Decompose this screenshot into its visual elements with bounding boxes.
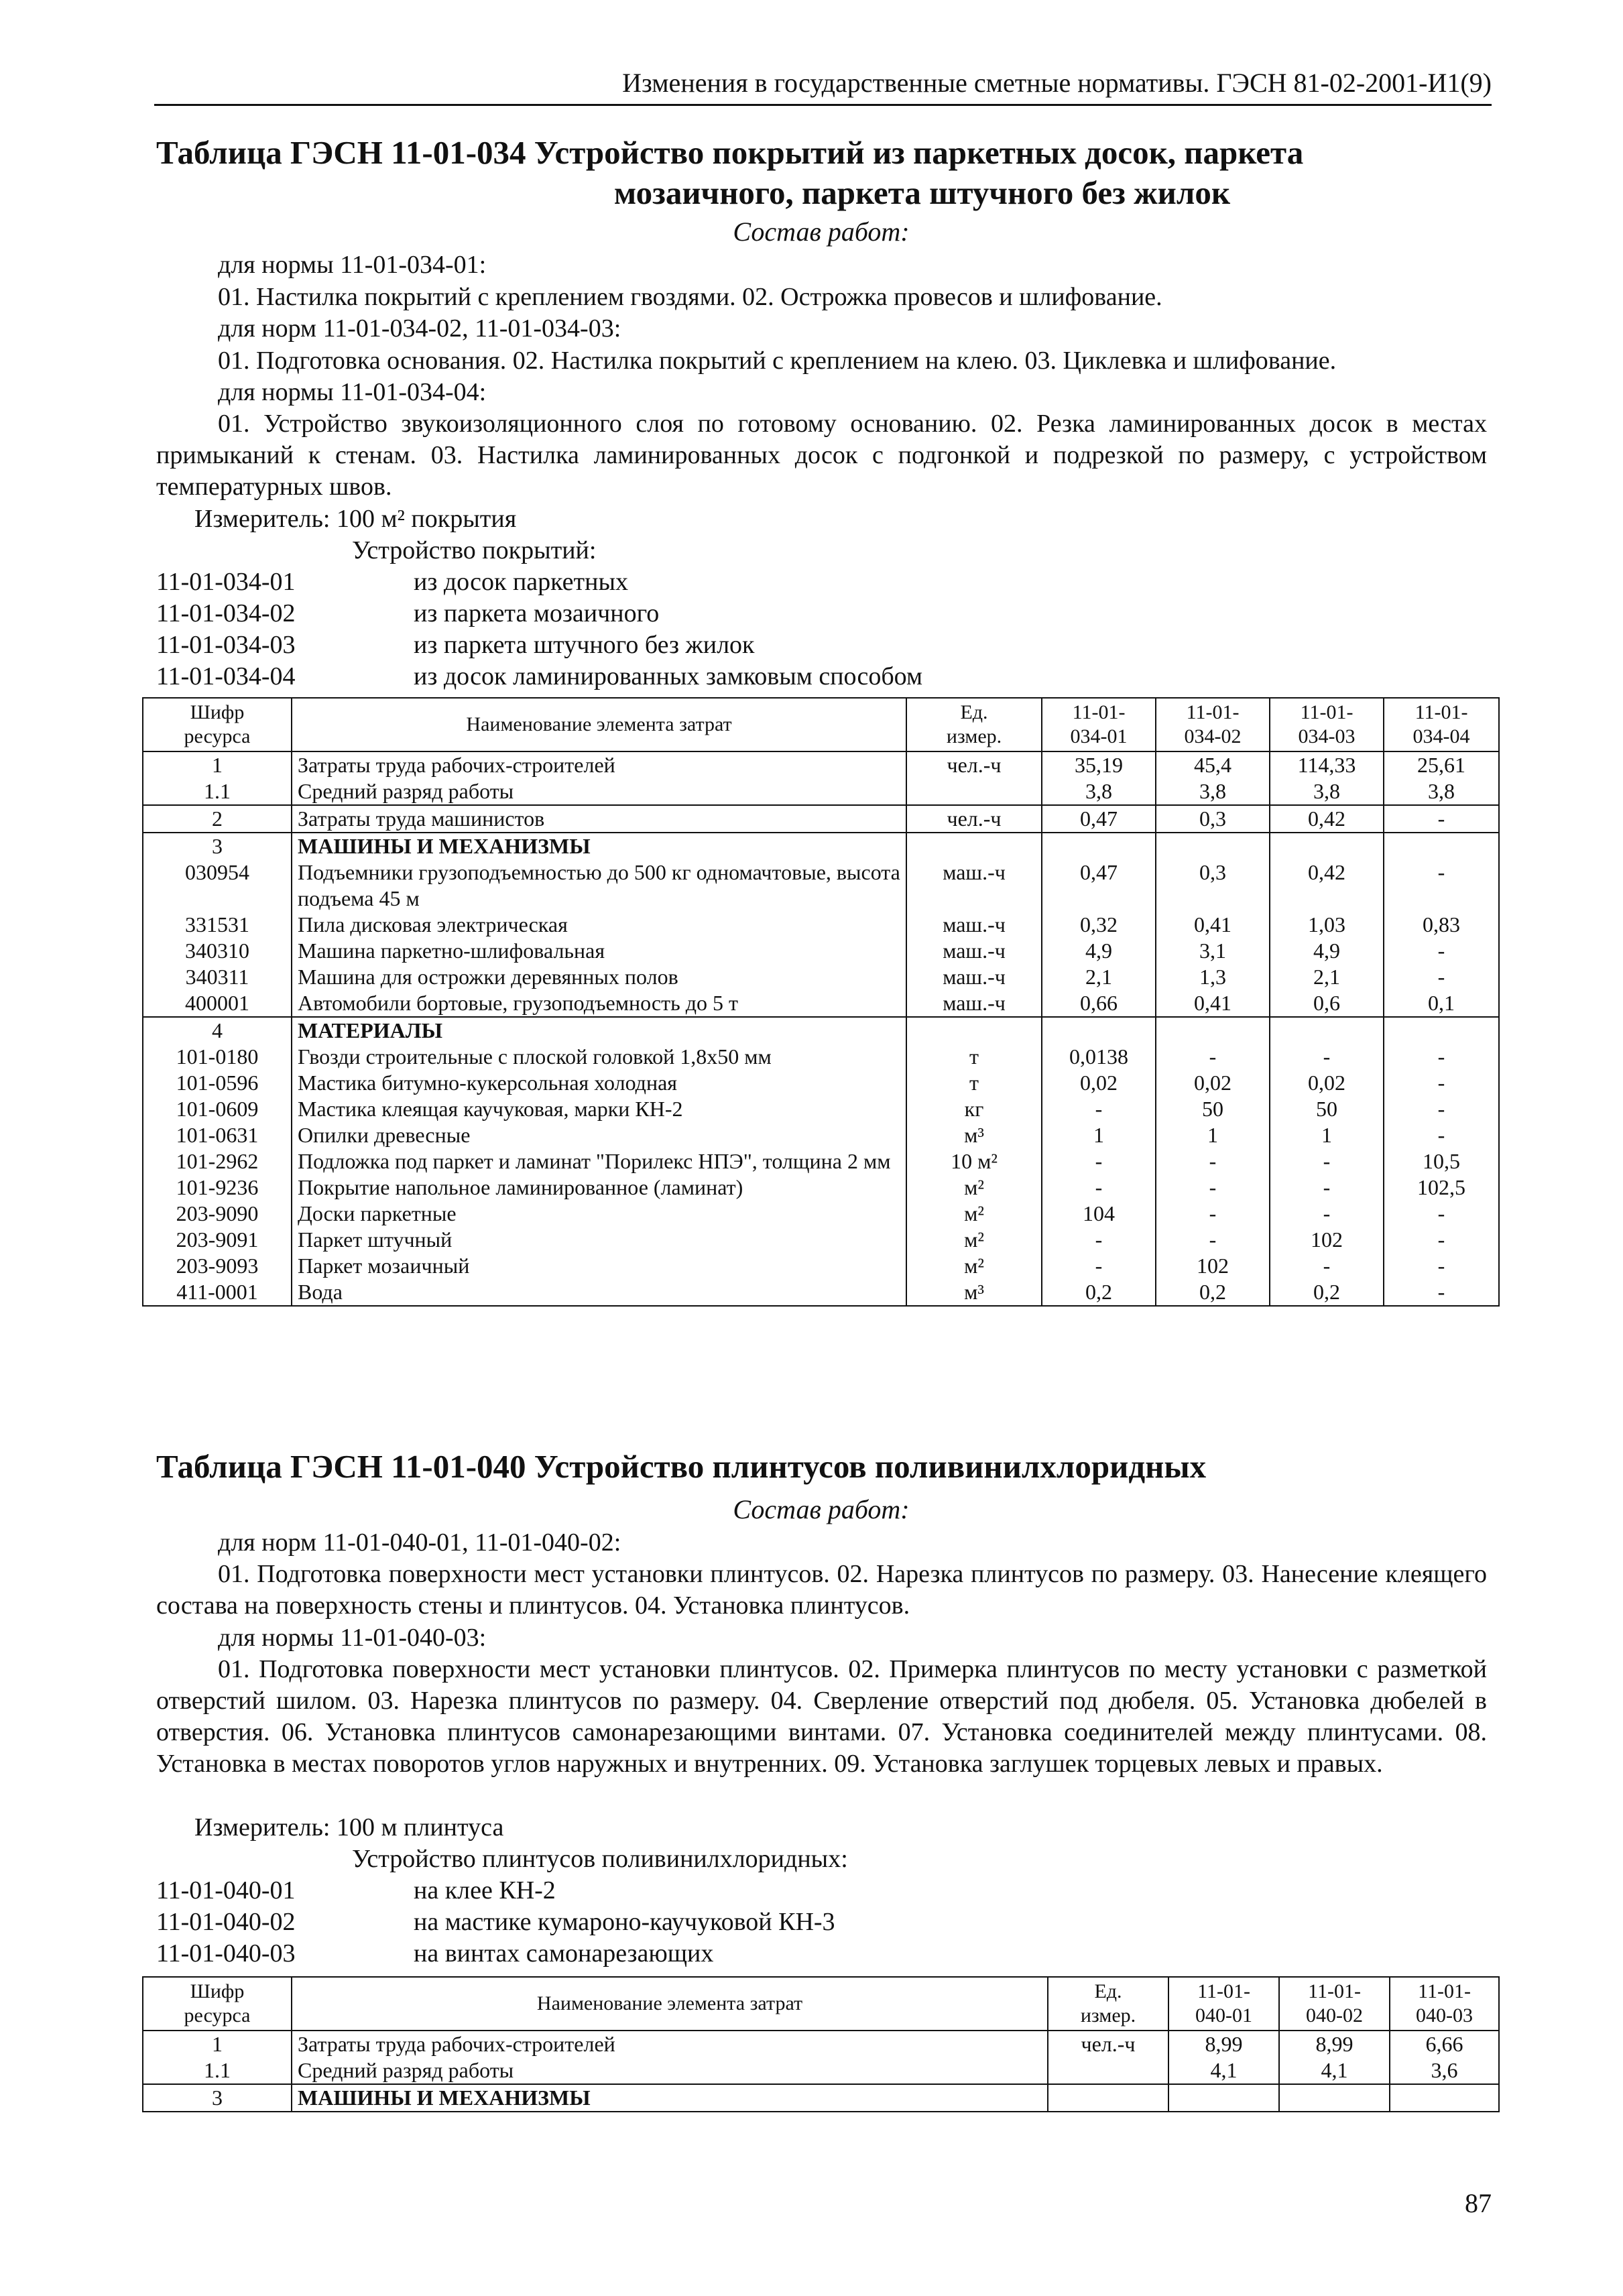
unit-cell: м³ <box>906 1122 1042 1148</box>
value-cell <box>1168 2084 1279 2112</box>
value-cell: 2,1 <box>1270 964 1384 990</box>
table-row <box>143 990 1499 1017</box>
resource-name-cell: Доски паркетные <box>292 1201 906 1227</box>
value-cell: - <box>1384 1070 1499 1096</box>
resource-code-cell: 2 <box>143 805 292 833</box>
unit-cell: 10 м² <box>906 1148 1042 1174</box>
value-cell: - <box>1270 1148 1384 1174</box>
unit-cell: м² <box>906 1253 1042 1279</box>
resource-code-cell: 411-0001 <box>143 1279 292 1306</box>
table-row <box>143 1253 1499 1279</box>
unit-cell: маш.-ч <box>906 990 1042 1017</box>
value-cell: 0,3 <box>1156 805 1270 833</box>
t2-header-norm-3: 11-01- 040-03 <box>1390 1977 1499 2031</box>
value-cell: - <box>1384 1096 1499 1122</box>
resource-name-cell: Мастика клеящая каучуковая, марки КН-2 <box>292 1096 906 1122</box>
t2-title: Таблица ГЭСН 11-01-040 Устройство плинтусов поливинилхлоридных <box>156 1448 1207 1485</box>
value-cell: 104 <box>1042 1201 1156 1227</box>
value-cell: 1 <box>1156 1122 1270 1148</box>
value-cell <box>1156 833 1270 859</box>
value-cell: 8,99 <box>1168 2031 1279 2057</box>
resource-name-cell: Вода <box>292 1279 906 1306</box>
value-cell: 0,83 <box>1384 912 1499 938</box>
table-row <box>143 2084 1499 2112</box>
value-cell <box>1390 2084 1499 2112</box>
resource-name-cell: Подложка под паркет и ламинат "Порилекс НПЭ", толщина 2 мм <box>292 1148 906 1174</box>
table-row <box>143 805 1499 833</box>
value-cell: - <box>1042 1253 1156 1279</box>
table-row <box>143 859 1499 912</box>
t1-norm2-label: для норм 11-01-034-02, 11-01-034-03: <box>218 314 621 343</box>
unit-cell <box>906 1017 1042 1044</box>
value-cell: 0,1 <box>1384 990 1499 1017</box>
t1-code-desc-1: из паркета мозаичного <box>414 599 660 627</box>
resource-code-cell: 030954 <box>143 859 292 912</box>
unit-cell: т <box>906 1044 1042 1070</box>
value-cell: 0,47 <box>1042 805 1156 833</box>
value-cell: 4,1 <box>1168 2057 1279 2084</box>
value-cell: 0,41 <box>1156 990 1270 1017</box>
table-row <box>143 1070 1499 1096</box>
value-cell <box>1156 1017 1270 1044</box>
t1-header-norm-1: 11-01- 034-01 <box>1042 698 1156 751</box>
t2-code-1: 11-01-040-02 <box>156 1908 296 1936</box>
value-cell: 114,33 <box>1270 751 1384 778</box>
resource-code-cell: 203-9090 <box>143 1201 292 1227</box>
unit-cell <box>1048 2084 1168 2112</box>
header-rule <box>154 104 1492 106</box>
resource-code-cell: 331531 <box>143 912 292 938</box>
resource-code-cell: 1.1 <box>143 778 292 805</box>
value-cell: 0,2 <box>1270 1279 1384 1306</box>
value-cell <box>1384 833 1499 859</box>
t1-title-line2: мозаичного, паркета штучного без жилок <box>613 174 1231 211</box>
unit-cell <box>906 833 1042 859</box>
resource-code-cell: 1.1 <box>143 2057 292 2084</box>
t1-composition-label: Состав работ: <box>733 217 910 247</box>
t1-code-2: 11-01-034-03 <box>156 631 296 659</box>
table-row <box>143 1148 1499 1174</box>
resource-name-cell: Покрытие напольное ламинированное (ламинат) <box>292 1174 906 1201</box>
value-cell: - <box>1156 1148 1270 1174</box>
table-row <box>143 1096 1499 1122</box>
unit-cell: т <box>906 1070 1042 1096</box>
value-cell <box>1384 1017 1499 1044</box>
t1-header-unit: Ед. измер. <box>906 698 1042 751</box>
t1-header-norm-4: 11-01- 034-04 <box>1384 698 1499 751</box>
table-row <box>143 1044 1499 1070</box>
value-cell: 102,5 <box>1384 1174 1499 1201</box>
resource-name-cell: Паркет мозаичный <box>292 1253 906 1279</box>
resource-code-cell: 3 <box>143 833 292 859</box>
value-cell: 0,2 <box>1156 1279 1270 1306</box>
value-cell: 0,47 <box>1042 859 1156 912</box>
t2-measure: Измеритель: 100 м плинтуса <box>194 1813 504 1841</box>
value-cell: - <box>1156 1227 1270 1253</box>
resource-code-cell: 101-0596 <box>143 1070 292 1096</box>
unit-cell <box>1048 2057 1168 2084</box>
table-row <box>143 912 1499 938</box>
value-cell: - <box>1270 1201 1384 1227</box>
unit-cell: м² <box>906 1201 1042 1227</box>
value-cell <box>1270 833 1384 859</box>
t2-group-title: Устройство плинтусов поливинилхлоридных: <box>352 1845 848 1873</box>
value-cell: - <box>1384 859 1499 912</box>
table-row <box>143 1201 1499 1227</box>
t2-norm1-label: для норм 11-01-040-01, 11-01-040-02: <box>218 1528 621 1557</box>
value-cell: 0,02 <box>1270 1070 1384 1096</box>
resource-name-cell: МАТЕРИАЛЫ <box>292 1017 906 1044</box>
value-cell: - <box>1384 1279 1499 1306</box>
resource-name-cell: Пила дисковая электрическая <box>292 912 906 938</box>
table-row <box>143 1227 1499 1253</box>
value-cell: 3,6 <box>1390 2057 1499 2084</box>
t1-resource-table <box>142 697 1500 1307</box>
page-number: 87 <box>1465 2188 1492 2218</box>
t2-header-code: Шифр ресурса <box>143 1977 292 2031</box>
value-cell: - <box>1384 1253 1499 1279</box>
table-row <box>143 1174 1499 1201</box>
value-cell <box>1279 2084 1390 2112</box>
value-cell: 1,03 <box>1270 912 1384 938</box>
unit-cell: маш.-ч <box>906 964 1042 990</box>
value-cell: 25,61 <box>1384 751 1499 778</box>
unit-cell: чел.-ч <box>906 751 1042 778</box>
t2-code-desc-2: на винтах самонарезающих <box>414 1939 714 1968</box>
resource-name-cell: Мастика битумно-кукерсольная холодная <box>292 1070 906 1096</box>
value-cell: 3,8 <box>1270 778 1384 805</box>
t1-group-title: Устройство покрытий: <box>352 536 597 564</box>
t2-resource-table <box>142 1976 1500 2112</box>
value-cell: - <box>1042 1227 1156 1253</box>
value-cell: - <box>1156 1044 1270 1070</box>
value-cell: 6,66 <box>1390 2031 1499 2057</box>
resource-code-cell: 101-9236 <box>143 1174 292 1201</box>
value-cell: 1 <box>1270 1122 1384 1148</box>
t2-code-0: 11-01-040-01 <box>156 1876 296 1905</box>
table-row <box>143 2057 1499 2084</box>
table-row <box>143 1122 1499 1148</box>
t2-header-unit: Ед. измер. <box>1048 1977 1168 2031</box>
value-cell: 0,2 <box>1042 1279 1156 1306</box>
unit-cell: маш.-ч <box>906 912 1042 938</box>
value-cell: 1,3 <box>1156 964 1270 990</box>
value-cell: 102 <box>1156 1253 1270 1279</box>
value-cell: 50 <box>1270 1096 1384 1122</box>
t1-code-1: 11-01-034-02 <box>156 599 296 627</box>
t2-code-2: 11-01-040-03 <box>156 1939 296 1968</box>
value-cell: 8,99 <box>1279 2031 1390 2057</box>
value-cell: 35,19 <box>1042 751 1156 778</box>
resource-code-cell: 101-0180 <box>143 1044 292 1070</box>
t1-header-name: Наименование элемента затрат <box>292 698 906 751</box>
value-cell: 0,41 <box>1156 912 1270 938</box>
resource-name-cell: Затраты труда рабочих-строителей <box>292 2031 1048 2057</box>
value-cell: - <box>1042 1148 1156 1174</box>
value-cell: 0,3 <box>1156 859 1270 912</box>
resource-name-cell: Машина для острожки деревянных полов <box>292 964 906 990</box>
value-cell: 0,66 <box>1042 990 1156 1017</box>
t1-norm3-label: для нормы 11-01-034-04: <box>218 378 487 406</box>
resource-name-cell: Средний разряд работы <box>292 2057 1048 2084</box>
t1-header-code: Шифр ресурса <box>143 698 292 751</box>
t1-measure: Измеритель: 100 м² покрытия <box>194 505 517 533</box>
table-row <box>143 778 1499 805</box>
t2-norm2-text: 01. Подготовка поверхности мест установки плинтусов. 02. Примерка плинтусов по месту установки с разметкой отверстий шилом. 03. Нарезка плинтусов по размеру. 04. Сверление отверстий под дюбеля. 05. Установка дюбелей в отверстия. 06. Установка плинтусов самонарезающими винтами. 07. Установка соединителей между плинтусами. 08. Установка в местах поворотов углов наружных и внутренних. 09. Установка заглушек торцевых левых и правых. <box>156 1655 1487 1778</box>
value-cell: 0,42 <box>1270 805 1384 833</box>
resource-code-cell: 3 <box>143 2084 292 2112</box>
value-cell: 0,0138 <box>1042 1044 1156 1070</box>
resource-name-cell: Паркет штучный <box>292 1227 906 1253</box>
value-cell: - <box>1384 1044 1499 1070</box>
table-row <box>143 2031 1499 2057</box>
value-cell: - <box>1156 1201 1270 1227</box>
t2-norm2-label: для нормы 11-01-040-03: <box>218 1624 487 1652</box>
value-cell: 4,1 <box>1279 2057 1390 2084</box>
value-cell: - <box>1042 1174 1156 1201</box>
value-cell: 102 <box>1270 1227 1384 1253</box>
value-cell: 0,42 <box>1270 859 1384 912</box>
t1-header-norm-2: 11-01- 034-02 <box>1156 698 1270 751</box>
unit-cell: маш.-ч <box>906 859 1042 912</box>
t1-code-3: 11-01-034-04 <box>156 662 296 690</box>
t2-code-desc-0: на клее КН-2 <box>414 1876 556 1905</box>
value-cell <box>1042 1017 1156 1044</box>
t2-code-desc-1: на мастике кумароно-каучуковой КН-3 <box>414 1908 835 1936</box>
resource-code-cell: 203-9093 <box>143 1253 292 1279</box>
value-cell: 3,8 <box>1156 778 1270 805</box>
resource-name-cell: Автомобили бортовые, грузоподъемность до 5 т <box>292 990 906 1017</box>
value-cell <box>1042 833 1156 859</box>
resource-code-cell: 101-2962 <box>143 1148 292 1174</box>
value-cell: 0,02 <box>1042 1070 1156 1096</box>
t1-code-desc-3: из досок ламинированных замковым способом <box>414 662 922 690</box>
value-cell: - <box>1384 1201 1499 1227</box>
t2-header-norm-2: 11-01- 040-02 <box>1279 1977 1390 2031</box>
unit-cell: м² <box>906 1227 1042 1253</box>
value-cell: - <box>1156 1174 1270 1201</box>
resource-name-cell: Затраты труда машинистов <box>292 805 906 833</box>
value-cell: 50 <box>1156 1096 1270 1122</box>
table-row <box>143 1017 1499 1044</box>
unit-cell: маш.-ч <box>906 938 1042 964</box>
t1-code-desc-0: из досок паркетных <box>414 568 629 596</box>
value-cell: 0,32 <box>1042 912 1156 938</box>
resource-name-cell: МАШИНЫ И МЕХАНИЗМЫ <box>292 2084 1048 2112</box>
resource-code-cell: 1 <box>143 2031 292 2057</box>
value-cell: 0,02 <box>1156 1070 1270 1096</box>
value-cell: 45,4 <box>1156 751 1270 778</box>
unit-cell: м³ <box>906 1279 1042 1306</box>
resource-code-cell: 340311 <box>143 964 292 990</box>
value-cell: - <box>1270 1253 1384 1279</box>
value-cell: - <box>1270 1044 1384 1070</box>
table-row <box>143 938 1499 964</box>
running-header: Изменения в государственные сметные нормативы. ГЭСН 81-02-2001-И1(9) <box>622 68 1492 98</box>
resource-code-cell: 4 <box>143 1017 292 1044</box>
table-row <box>143 1279 1499 1306</box>
value-cell: 4,9 <box>1270 938 1384 964</box>
t2-composition-label: Состав работ: <box>733 1494 910 1524</box>
t2-norm1-text: 01. Подготовка поверхности мест установки плинтусов. 02. Нарезка плинтусов по размеру. 03. Нанесение клеящего состава на поверхность стены и плинтусов. 04. Установка плинтусов. <box>156 1560 1487 1620</box>
resource-code-cell: 1 <box>143 751 292 778</box>
resource-code-cell: 340310 <box>143 938 292 964</box>
t1-norm1-text: 01. Настилка покрытий с креплением гвоздями. 02. Острожка провесов и шлифование. <box>218 283 1162 311</box>
t1-norm1-label: для нормы 11-01-034-01: <box>218 251 487 279</box>
value-cell: - <box>1384 938 1499 964</box>
value-cell: 4,9 <box>1042 938 1156 964</box>
t2-header-name: Наименование элемента затрат <box>292 1977 1048 2031</box>
t1-header-norm-3: 11-01- 034-03 <box>1270 698 1384 751</box>
resource-name-cell: Опилки древесные <box>292 1122 906 1148</box>
unit-cell: м² <box>906 1174 1042 1201</box>
t2-header-norm-1: 11-01- 040-01 <box>1168 1977 1279 2031</box>
value-cell <box>1270 1017 1384 1044</box>
resource-name-cell: Затраты труда рабочих-строителей <box>292 751 906 778</box>
t1-code-desc-2: из паркета штучного без жилок <box>414 631 755 659</box>
unit-cell <box>906 778 1042 805</box>
resource-code-cell: 101-0631 <box>143 1122 292 1148</box>
resource-name-cell: МАШИНЫ И МЕХАНИЗМЫ <box>292 833 906 859</box>
value-cell: - <box>1384 805 1499 833</box>
resource-name-cell: Гвозди строительные с плоской головкой 1,8х50 мм <box>292 1044 906 1070</box>
table-row <box>143 751 1499 778</box>
t1-norm3-text: 01. Устройство звукоизоляционного слоя по готовому основанию. 02. Резка ламинированных досок в местах примыканий к стенам. 03. Настилка ламинированных досок с подгонкой и подрезкой по размеру, с устройством температурных швов. <box>156 410 1487 501</box>
unit-cell: чел.-ч <box>1048 2031 1168 2057</box>
value-cell: 3,8 <box>1384 778 1499 805</box>
unit-cell: кг <box>906 1096 1042 1122</box>
resource-name-cell: Машина паркетно-шлифовальная <box>292 938 906 964</box>
resource-code-cell: 101-0609 <box>143 1096 292 1122</box>
value-cell: 0,6 <box>1270 990 1384 1017</box>
value-cell: 3,8 <box>1042 778 1156 805</box>
t1-title-line1: Таблица ГЭСН 11-01-034 Устройство покрытий из паркетных досок, паркета <box>156 134 1304 171</box>
table-row <box>143 964 1499 990</box>
value-cell: 1 <box>1042 1122 1156 1148</box>
t1-norm2-text: 01. Подготовка основания. 02. Настилка покрытий с креплением на клею. 03. Циклевка и шлифование. <box>218 347 1337 375</box>
value-cell: - <box>1384 964 1499 990</box>
value-cell: - <box>1384 1227 1499 1253</box>
value-cell: - <box>1270 1174 1384 1201</box>
value-cell: - <box>1384 1122 1499 1148</box>
table-row <box>143 833 1499 859</box>
resource-code-cell: 400001 <box>143 990 292 1017</box>
unit-cell: чел.-ч <box>906 805 1042 833</box>
value-cell: - <box>1042 1096 1156 1122</box>
value-cell: 2,1 <box>1042 964 1156 990</box>
resource-name-cell: Средний разряд работы <box>292 778 906 805</box>
t1-code-0: 11-01-034-01 <box>156 568 296 596</box>
value-cell: 3,1 <box>1156 938 1270 964</box>
resource-code-cell: 203-9091 <box>143 1227 292 1253</box>
value-cell: 10,5 <box>1384 1148 1499 1174</box>
resource-name-cell: Подъемники грузоподъемностью до 500 кг одномачтовые, высота подъема 45 м <box>292 859 906 912</box>
